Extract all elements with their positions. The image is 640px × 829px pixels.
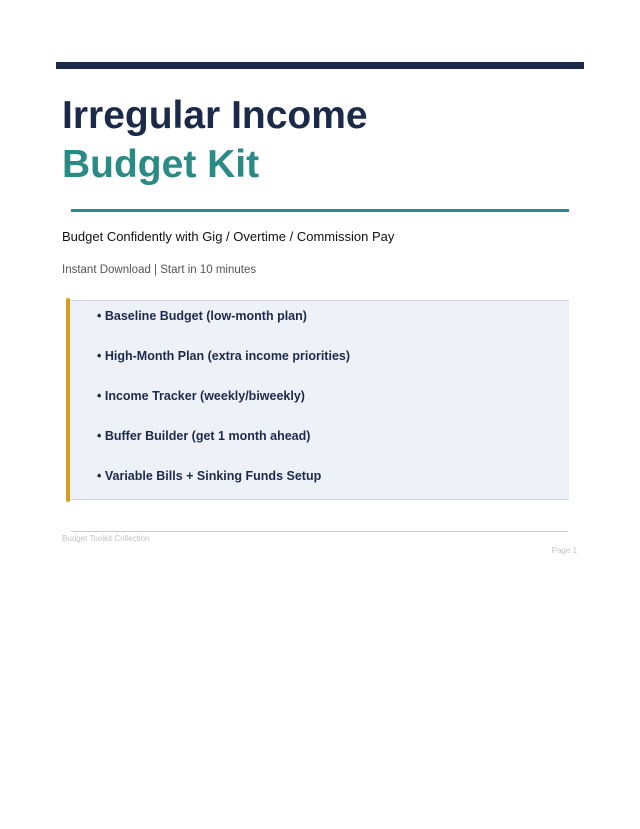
title-line-2: Budget Kit bbox=[62, 143, 260, 186]
feature-item-variable-bills: • Variable Bills + Sinking Funds Setup bbox=[97, 469, 322, 483]
feature-item-baseline-budget: • Baseline Budget (low-month plan) bbox=[97, 309, 307, 323]
header-bar bbox=[56, 62, 584, 69]
feature-box-accent-bar bbox=[66, 298, 70, 502]
footer-divider bbox=[71, 531, 568, 532]
title-divider bbox=[71, 209, 569, 212]
footer-collection-label: Budget Toolkit Collection bbox=[62, 534, 150, 543]
feature-item-high-month-plan: • High-Month Plan (extra income priorities) bbox=[97, 349, 351, 363]
title-line-1: Irregular Income bbox=[62, 94, 368, 137]
feature-list bbox=[97, 309, 350, 509]
feature-item-income-tracker: • Income Tracker (weekly/biweekly) bbox=[97, 389, 305, 403]
page-number: Page 1 bbox=[551, 546, 577, 555]
subtitle: Budget Confidently with Gig / Overtime / Commission Pay bbox=[62, 229, 395, 244]
delivery-note: Instant Download | Start in 10 minutes bbox=[62, 264, 257, 276]
feature-box bbox=[66, 300, 569, 500]
feature-item-buffer-builder: • Buffer Builder (get 1 month ahead) bbox=[97, 429, 311, 443]
